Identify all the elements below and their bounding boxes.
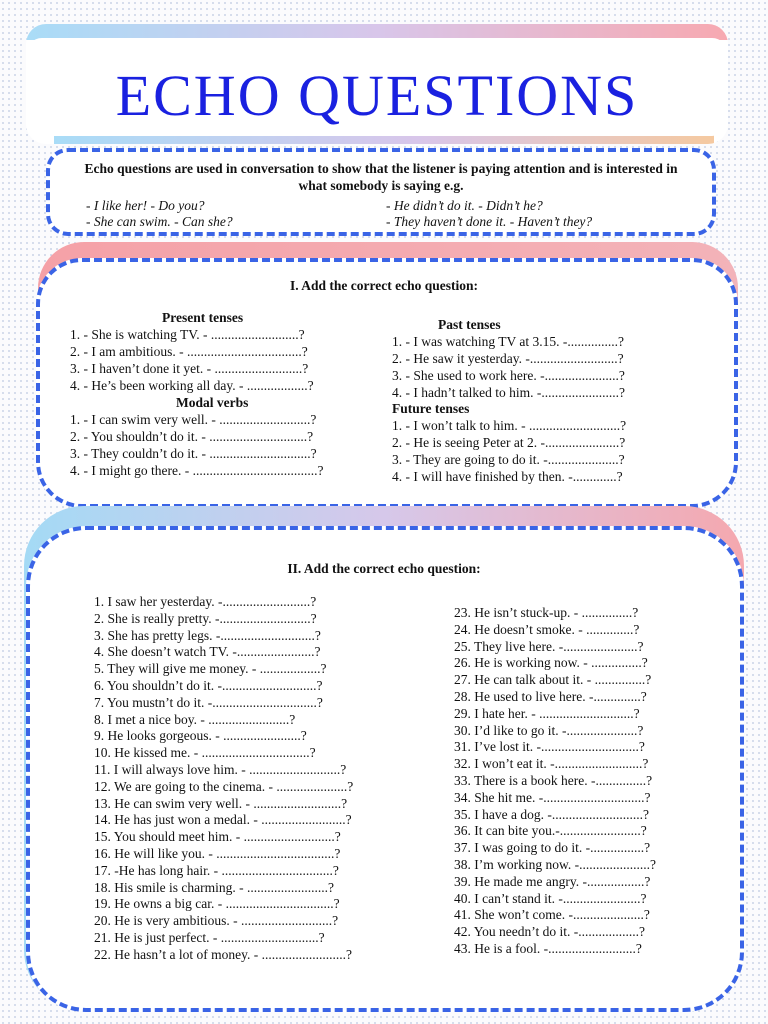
exercise-item: 21. He is just perfect. - .............................?: [94, 930, 325, 945]
exercise-item: 1. I saw her yesterday. -..........................?: [94, 594, 317, 609]
exercise-item: 38. I’m working now. -.....................?: [454, 857, 656, 872]
exercise-item: 20. He is very ambitious. - ...........................?: [94, 913, 339, 929]
exercise-item: 41. She won’t come. -.....................?: [454, 907, 650, 923]
exercise-item: 39. He made me angry. -.................?: [454, 873, 651, 889]
modal-title: Modal verbs: [176, 395, 249, 410]
exercise-item: 34. She hit me. -..............................?: [454, 789, 651, 805]
exercise-item: 5. They will give me money. - ..................?: [94, 661, 327, 677]
exercise-item: 4. - I hadn’t talked to him. -.......................?: [392, 385, 625, 400]
section1-heading: I. Add the correct echo question:: [290, 278, 478, 293]
intro-box: [46, 148, 716, 236]
exercise-item: 33. There is a book here. -...............?: [454, 773, 653, 788]
past-title: Past tenses: [438, 317, 501, 332]
exercise-item: 19. He owns a big car. - ................................?: [94, 896, 340, 912]
present-title: Present tenses: [162, 310, 244, 325]
exercise-item: 37. I was going to do it. -................?: [454, 840, 651, 856]
exercise-item: 4. She doesn’t watch TV. -.......................?: [94, 644, 321, 660]
exercise-item: 16. He will like you. - ...................................?: [94, 846, 341, 861]
exercise-item: 30. I’d like to go it. -.....................?: [454, 722, 644, 738]
exercise-item: 18. His smile is charming. - ........................?: [94, 879, 334, 895]
exercise-item: 8. I met a nice boy. - ........................?: [94, 711, 296, 727]
exercise-item: 32. I won’t eat it. -..........................?: [454, 756, 649, 772]
exercise-item: 23. He isn’t stuck-up. - ...............?: [454, 605, 639, 620]
exercise-item: 35. I have a dog. -...........................?: [454, 806, 649, 822]
exercise-item: 2. - He is seeing Peter at 2. -......................?: [392, 435, 626, 450]
exercise-item: 1. - I was watching TV at 3.15. -...............?: [392, 334, 624, 349]
exercise-item: 12. We are going to the cinema. - .....................?: [94, 778, 354, 794]
exercise-item: 10. He kissed me. - ................................?: [94, 745, 316, 761]
exercise-item: 28. He used to live here. -..............?: [454, 689, 647, 704]
exercise-item: 22. He hasn’t a lot of money. - .........................?: [94, 946, 352, 962]
exercise-item: 3. She has pretty legs. -............................?: [94, 627, 321, 643]
exercise-item: 3. - She used to work here. -......................?: [392, 368, 625, 383]
exercise-item: 3. - They are going to do it. -.....................?: [392, 452, 625, 467]
intro-example: - I like her! - Do you?: [86, 198, 205, 213]
intro-text: Echo questions are used in conversation to show that the listener is paying attention and is interested in what somebody is saying e.g.: [84, 161, 678, 193]
exercise-item: 24. He doesn’t smoke. - ..............?: [454, 621, 640, 637]
exercise-item: 9. He looks gorgeous. - .......................?: [94, 728, 307, 744]
page-title: ECHO QUESTIONS: [115, 63, 639, 128]
exercise-item: 2. - I am ambitious. - ..................................?: [70, 344, 308, 359]
section2-heading: II. Add the correct echo question:: [287, 561, 481, 576]
exercise-item: 3. - I haven’t done it yet. - ..........................?: [70, 361, 309, 376]
exercise-item: 26. He is working now. - ...............?: [454, 655, 648, 671]
exercise-item: 1. - She is watching TV. - ..........................?: [70, 327, 305, 342]
exercise-item: 7. You mustn’t do it. -...............................?: [94, 694, 323, 710]
intro-example: - They haven’t done it. - Haven’t they?: [386, 214, 593, 229]
exercise-item: 1. - I can swim very well. - ...........................?: [70, 412, 317, 427]
exercise-item: 6. You shouldn’t do it. -............................?: [94, 678, 323, 693]
exercise-item: 4. - I might go there. - .....................................?: [70, 463, 324, 478]
exercise-item: 17. -He has long hair. - .................................?: [94, 862, 339, 878]
exercise-item: 43. He is a fool. -..........................?: [454, 941, 642, 956]
exercise-item: 2. She is really pretty. -...........................?: [94, 610, 317, 626]
exercise-item: 40. I can’t stand it. -.......................?: [454, 890, 647, 906]
exercise-item: 4. - I will have finished by then. -.............?: [392, 469, 623, 484]
exercise-item: 15. You should meet him. - ...........................?: [94, 829, 341, 845]
title-banner: [26, 24, 728, 144]
exercise-item: 2. - He saw it yesterday. -..........................?: [392, 351, 624, 366]
exercise-item: 25. They live here. -......................?: [454, 638, 644, 654]
exercise-item: 4. - He’s been working all day. - ..................?: [70, 378, 314, 393]
exercise-item: 31. I’ve lost it. -.............................?: [454, 739, 645, 755]
future-title: Future tenses: [392, 401, 470, 416]
intro-example: - She can swim. - Can she?: [86, 214, 233, 229]
exercise-item: 27. He can talk about it. - ...............?: [454, 672, 652, 688]
exercise-item: 29. I hate her. - ............................?: [454, 705, 640, 721]
exercise-item: 36. It can bite you.-........................?: [454, 823, 647, 839]
exercise-item: 1. - I won’t talk to him. - ...........................?: [392, 418, 627, 433]
intro-example: - He didn’t do it. - Didn’t he?: [386, 198, 543, 213]
exercise-item: 42. You needn’t do it. -..................?: [454, 924, 645, 940]
exercise-item: 11. I will always love him. - ...........................?: [94, 762, 347, 777]
exercise-item: 13. He can swim very well. - ..........................?: [94, 795, 348, 811]
exercise-item: 3. - They couldn’t do it. - ..............................?: [70, 446, 317, 461]
exercise-item: 2. - You shouldn’t do it. - .............................?: [70, 429, 314, 444]
exercise-item: 14. He has just won a medal. - .........................?: [94, 812, 352, 828]
